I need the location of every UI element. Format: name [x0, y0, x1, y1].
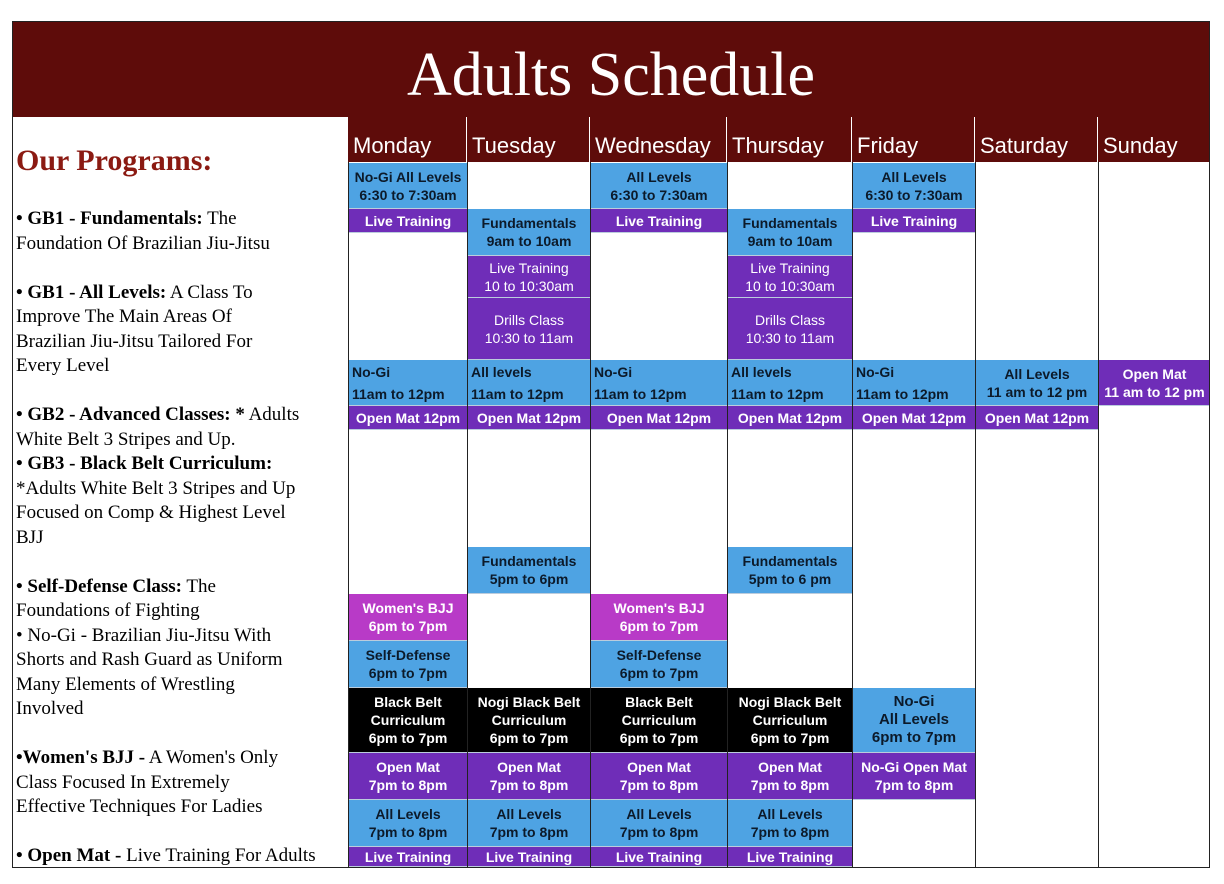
class-detail: 7pm to 8pm	[874, 777, 954, 793]
class-slot	[468, 256, 590, 298]
program-line	[16, 771, 230, 796]
class-detail: Curriculum	[752, 712, 828, 728]
day-header-thursday: Thursday	[727, 117, 852, 162]
program-line	[16, 648, 283, 673]
class-slot	[728, 547, 852, 594]
class-name: Self-Defense	[365, 647, 451, 663]
program-description: A Class To	[166, 282, 253, 303]
schedule-grid	[348, 117, 1210, 868]
program-line	[16, 575, 216, 600]
programs-heading: Our Programs:	[16, 144, 213, 177]
class-detail: Curriculum	[621, 712, 697, 728]
class-slot	[728, 209, 852, 256]
class-detail: 6:30 to 7:30am	[359, 186, 457, 203]
program-line	[16, 844, 316, 869]
class-name: Live Training	[870, 212, 958, 229]
program-line	[16, 673, 235, 698]
class-slot	[591, 688, 727, 753]
program-line	[16, 501, 286, 526]
class-name: No-Gi	[856, 364, 895, 380]
class-detail: 6:30 to 7:30am	[610, 186, 708, 203]
class-name: Self-Defense	[616, 647, 702, 663]
class-detail: 9am to 10am	[486, 233, 572, 249]
day-header-saturday: Saturday	[975, 117, 1098, 162]
program-line	[16, 599, 200, 624]
class-name: Open Mat 12pm	[737, 409, 843, 426]
class-slot	[591, 163, 727, 209]
class-slot	[468, 547, 590, 594]
programs-panel	[13, 117, 348, 867]
day-header-friday: Friday	[852, 117, 975, 162]
class-detail: 7pm to 8pm	[489, 824, 569, 840]
day-header-wednesday: Wednesday	[590, 117, 727, 162]
class-name: No-Gi	[893, 693, 935, 710]
program-name: • GB2 - Advanced Classes: *	[16, 404, 245, 425]
class-slot	[349, 594, 467, 641]
class-detail: All Levels	[878, 711, 950, 728]
program-description: Shorts and Rash Guard as Uniform	[16, 649, 283, 670]
class-slot	[349, 753, 467, 800]
class-slot	[591, 209, 727, 233]
class-name: Nogi Black Belt	[477, 694, 581, 710]
class-name: Open Mat 12pm	[355, 409, 461, 426]
class-name: All Levels	[375, 806, 441, 822]
class-name: Nogi Black Belt	[738, 694, 842, 710]
program-description: Involved	[16, 698, 84, 719]
class-slot	[468, 847, 590, 867]
class-detail: 11am to 12pm	[731, 386, 824, 402]
class-detail: 7pm to 8pm	[619, 824, 699, 840]
class-name: Live Training	[746, 848, 834, 865]
class-name: Women's BJJ	[362, 600, 454, 616]
class-name: Live Training	[615, 212, 703, 229]
class-name: Black Belt	[374, 694, 442, 710]
class-slot	[1099, 360, 1210, 406]
program-description: Every Level	[16, 355, 110, 376]
class-name: All Levels	[626, 806, 692, 822]
class-slot	[591, 847, 727, 867]
class-name: Open Mat 12pm	[476, 409, 582, 426]
class-detail: 11 am to 12 pm	[1104, 383, 1205, 400]
class-name: Open Mat	[1122, 365, 1187, 382]
class-detail: 5pm to 6pm	[489, 571, 569, 587]
program-line	[16, 354, 109, 379]
class-slot	[591, 753, 727, 800]
program-description: Many Elements of Wrestling	[16, 674, 235, 695]
class-slot	[468, 209, 590, 256]
class-detail: 9am to 10am	[747, 233, 833, 249]
class-slot	[591, 594, 727, 641]
program-description: Live Training For Adults	[121, 845, 316, 866]
class-name: All Levels	[881, 168, 947, 185]
class-slot	[349, 360, 467, 406]
class-name: Open Mat 12pm	[984, 409, 1090, 426]
class-name: All Levels	[1004, 365, 1070, 382]
class-name: Fundamentals	[481, 215, 577, 231]
class-detail: 6pm to 7pm	[619, 618, 699, 634]
class-detail: 11am to 12pm	[352, 386, 445, 402]
class-name: Live Training	[750, 259, 830, 276]
class-slot	[976, 406, 1098, 430]
class-detail: 6pm to 7pm	[619, 730, 699, 746]
class-detail: 11am to 12pm	[471, 386, 564, 402]
program-line	[16, 305, 232, 330]
program-line	[16, 428, 236, 453]
program-line	[16, 281, 253, 306]
class-detail: 10 to 10:30am	[745, 277, 835, 294]
class-detail: 10:30 to 11am	[484, 329, 574, 346]
class-detail: 6pm to 7pm	[368, 618, 448, 634]
program-name: •Women's BJJ -	[16, 747, 146, 768]
class-name: Live Training	[364, 848, 452, 865]
page-title: Adults Schedule	[13, 22, 1209, 117]
class-name: Live Training	[615, 848, 703, 865]
program-line	[16, 207, 237, 232]
class-slot	[468, 753, 590, 800]
class-detail: Curriculum	[491, 712, 567, 728]
program-line	[16, 477, 295, 502]
class-detail: 11 am to 12 pm	[986, 383, 1088, 400]
class-detail: 6pm to 7pm	[871, 729, 957, 746]
class-slot	[349, 406, 467, 430]
program-description: BJJ	[16, 527, 44, 548]
class-slot	[728, 753, 852, 800]
program-line	[16, 526, 43, 551]
program-name: • Open Mat -	[16, 845, 122, 866]
class-name: Open Mat	[758, 759, 822, 775]
class-slot	[853, 360, 975, 406]
class-slot	[468, 360, 590, 406]
class-name: Fundamentals	[742, 553, 838, 569]
class-detail: 6pm to 7pm	[368, 665, 448, 681]
program-line	[16, 746, 278, 771]
class-slot	[853, 163, 975, 209]
class-slot	[591, 360, 727, 406]
class-name: Live Training	[489, 259, 569, 276]
day-column-sunday	[1098, 117, 1210, 867]
class-detail: 7pm to 8pm	[368, 777, 448, 793]
program-description: Foundation Of Brazilian Jiu-Jitsu	[16, 233, 270, 254]
program-line	[16, 232, 270, 257]
class-detail: 11am to 12pm	[856, 386, 949, 402]
class-slot	[349, 163, 467, 209]
class-detail: 6pm to 7pm	[368, 730, 448, 746]
class-detail: 10 to 10:30am	[484, 277, 574, 294]
class-name: No-Gi All Levels	[354, 168, 462, 185]
class-slot	[728, 800, 852, 847]
class-name: Open Mat 12pm	[861, 409, 967, 426]
class-slot	[468, 406, 590, 430]
class-name: Drills Class	[494, 311, 564, 328]
class-name: All levels	[731, 364, 792, 380]
class-name: Black Belt	[625, 694, 693, 710]
class-slot	[728, 406, 852, 430]
class-slot	[468, 800, 590, 847]
program-line	[16, 452, 272, 477]
class-slot	[591, 800, 727, 847]
program-line	[16, 795, 262, 820]
class-name: No-Gi	[594, 364, 633, 380]
class-slot	[728, 688, 852, 753]
class-name: Open Mat 12pm	[606, 409, 712, 426]
class-detail: 7pm to 8pm	[619, 777, 699, 793]
class-detail: 7pm to 8pm	[368, 824, 448, 840]
class-slot	[468, 298, 590, 360]
day-header-monday: Monday	[348, 117, 467, 162]
day-column-saturday	[975, 117, 1098, 867]
program-description: Brazilian Jiu-Jitsu Tailored For	[16, 331, 253, 352]
class-detail: 5pm to 6 pm	[748, 571, 832, 587]
program-line	[16, 624, 271, 649]
class-detail: 7pm to 8pm	[750, 824, 830, 840]
class-slot	[349, 209, 467, 233]
class-slot	[728, 256, 852, 298]
day-header-tuesday: Tuesday	[467, 117, 590, 162]
class-name: No-Gi Open Mat	[861, 759, 967, 775]
class-slot	[853, 753, 975, 800]
program-description: *Adults White Belt 3 Stripes and Up	[16, 478, 296, 499]
class-slot	[728, 847, 852, 867]
class-name: Open Mat	[627, 759, 691, 775]
class-slot	[468, 688, 590, 753]
class-slot	[349, 641, 467, 688]
class-detail: 6pm to 7pm	[750, 730, 830, 746]
program-description: Improve The Main Areas Of	[16, 306, 232, 327]
class-name: Live Training	[364, 212, 452, 229]
grid-right-border	[1209, 117, 1210, 867]
class-slot	[591, 406, 727, 430]
class-name: Fundamentals	[742, 215, 838, 231]
program-name: • Self-Defense Class:	[16, 576, 183, 597]
class-name: No-Gi	[352, 364, 391, 380]
program-line	[16, 697, 84, 722]
class-detail: 10:30 to 11am	[745, 329, 835, 346]
class-slot	[591, 641, 727, 688]
program-description: Effective Techniques For Ladies	[16, 796, 263, 817]
day-header-sunday: Sunday	[1098, 117, 1210, 162]
program-line	[16, 403, 299, 428]
class-slot	[728, 360, 852, 406]
program-description: Foundations of Fighting	[16, 600, 200, 621]
class-name: Open Mat	[376, 759, 440, 775]
program-description: • No-Gi - Brazilian Jiu-Jitsu With	[16, 625, 272, 646]
class-slot	[853, 688, 975, 753]
class-slot	[853, 406, 975, 430]
program-description: A Women's Only	[145, 747, 279, 768]
class-name: All levels	[471, 364, 532, 380]
program-description: Class Focused In Extremely	[16, 772, 230, 793]
class-name: All Levels	[496, 806, 562, 822]
class-detail: 11am to 12pm	[594, 386, 687, 402]
class-slot	[976, 360, 1098, 406]
program-description: Adults	[244, 404, 300, 425]
class-detail: 7pm to 8pm	[489, 777, 569, 793]
program-name: • GB1 - Fundamentals:	[16, 208, 203, 229]
class-name: Live Training	[485, 848, 573, 865]
class-name: Open Mat	[497, 759, 561, 775]
class-name: All Levels	[757, 806, 823, 822]
class-slot	[853, 209, 975, 233]
program-description: The	[182, 576, 216, 597]
class-slot	[349, 800, 467, 847]
program-name: • GB3 - Black Belt Curriculum:	[16, 453, 273, 474]
program-name: • GB1 - All Levels:	[16, 282, 167, 303]
class-name: Fundamentals	[481, 553, 577, 569]
program-description: Focused on Comp & Highest Level	[16, 502, 286, 523]
class-name: Women's BJJ	[613, 600, 705, 616]
class-detail: Curriculum	[370, 712, 446, 728]
program-line	[16, 330, 252, 355]
class-slot	[349, 847, 467, 867]
class-slot	[349, 688, 467, 753]
class-name: Drills Class	[755, 311, 825, 328]
program-description: White Belt 3 Stripes and Up.	[16, 429, 236, 450]
program-description: The	[202, 208, 237, 229]
class-detail: 6pm to 7pm	[489, 730, 569, 746]
class-detail: 6pm to 7pm	[619, 665, 699, 681]
class-slot	[728, 298, 852, 360]
class-detail: 7pm to 8pm	[750, 777, 830, 793]
class-name: All Levels	[626, 168, 692, 185]
class-detail: 6:30 to 7:30am	[865, 186, 963, 203]
